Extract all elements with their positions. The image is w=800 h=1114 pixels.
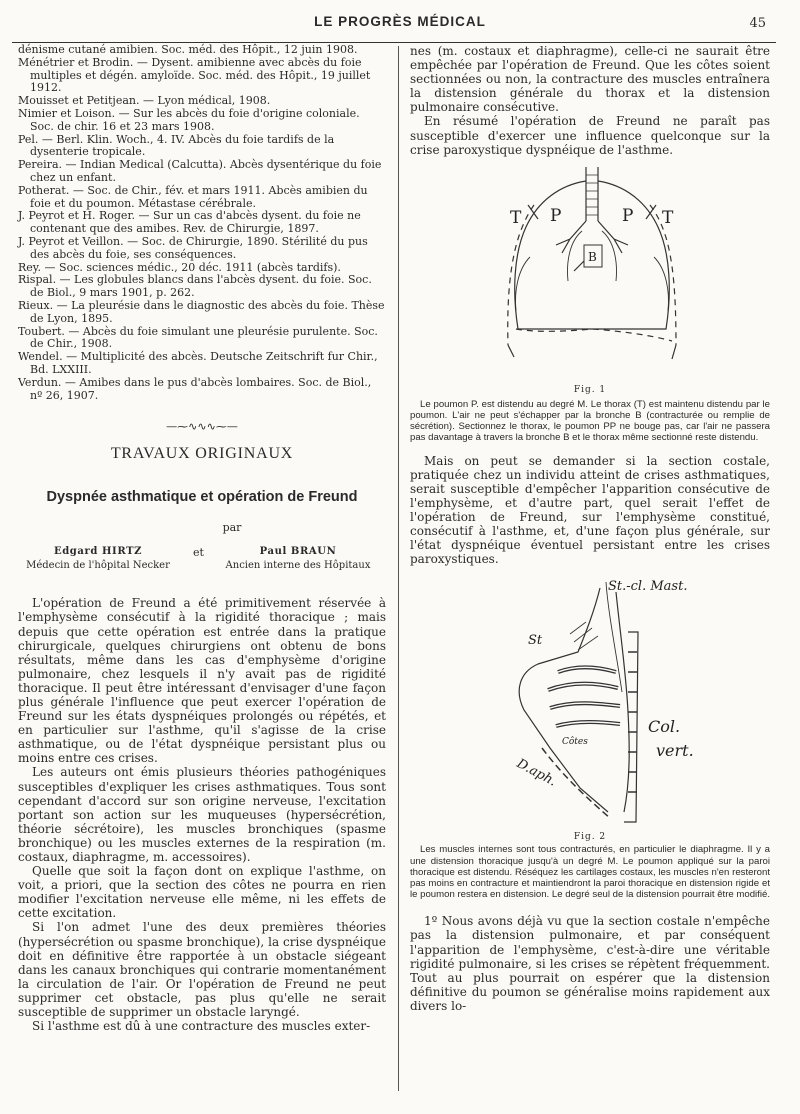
author-name: Paul BRAUN xyxy=(259,546,337,558)
fig2-label-vert: vert. xyxy=(656,741,694,761)
figure-1-label: Fig. 1 xyxy=(573,384,607,395)
fig1-label-T-left: T xyxy=(510,207,522,228)
section-title: TRAVAUX ORIGINAUX xyxy=(110,445,294,463)
body-paragraph: Les auteurs ont émis plusieurs théories pathogéniques susceptibles d'expliquer les crises asthmatiques. Tous sont cependant d'accord sur son origine nerveuse, l'excitation portant son action sur les muqueuses (hypersécrétion, théorie sécrétoire), les muscles bronchiques (spasme bronchique) ou les muscles externes de la respiration (m. costaux, diaphragme, m. accessoires). xyxy=(18,765,386,864)
reference-item: Nimier et Loison. — Sur les abcès du foie d'origine coloniale. Soc. de chir. 16 et 23 mars 1908. xyxy=(18,106,360,133)
reference-item: dénisme cutané amibien. Soc. méd. des Hôpit., 12 juin 1908. xyxy=(18,43,358,56)
reference-item: Mouisset et Petitjean. — Lyon médical, 1908. xyxy=(18,94,271,108)
reference-item: Pereira. — Indian Medical (Calcutta). Abcès dysentérique du foie chez un enfant. xyxy=(18,158,382,184)
left-column xyxy=(18,44,386,1033)
fig1-label-T-right: T xyxy=(662,207,674,228)
author-block xyxy=(18,546,386,574)
figure-1 xyxy=(410,161,770,399)
reference-item: Rispal. — Les globules blancs dans l'abcès dysent. du foie. Soc. de Biol., 9 mars 1901, p. 262. xyxy=(18,273,372,300)
body-paragraph: Si l'on admet l'une des deux premières théories (hypersécrétion ou spasme bronchique), la crise dyspnéique doit en définitive être rapportée à un obstacle siégeant dans les canaux bronchiques qui contrarie momentanément la circulation de l'air. Or l'opération de Freund ne peut supprimer cet obstacle, pas plus qu'elle ne serait susceptible de supprimer un obstacle laryngé. xyxy=(18,920,386,1020)
author-conjunction: et xyxy=(193,546,204,560)
fig2-label-st: St xyxy=(528,633,543,649)
fig1-label-B: B xyxy=(588,249,597,264)
thorax-lungs-diagram xyxy=(410,161,770,399)
fig2-label-st-cl-mast: St.-cl. Mast. xyxy=(608,579,688,595)
fig2-label-col: Col. xyxy=(648,717,681,737)
author-role: Médecin de l'hôpital Necker xyxy=(26,560,170,572)
body-paragraph: 1º Nous avons déjà vu que la section costale n'empêche pas la distension pulmonaire, et par conséquent l'apparition de l'emphysème, c'est-à-dire une véritable rigidité pulmonaire, si les crises se répètent fréquemment. Tout au plus pourrait on espérer que la distension définitive du poumon se généralise moins rapidement aux divers lo- xyxy=(410,914,770,1013)
body-paragraph: nes (m. costaux et diaphragme), celle-ci ne saurait être empêchée par l'opération de Freund. Que les côtes soient sectionnées ou non, la contracture des muscles entraînera la distension générale du thorax et la distension pulmonaire consécutive. xyxy=(410,44,770,115)
reference-item: Wendel. — Multiplicité des abcès. Deutsche Zeitschrift fur Chir., Bd. LXXIII. xyxy=(18,350,378,376)
reference-item: Ménétrier et Brodin. — Dysent. amibienne avec abcès du foie multiples et dégén. amyloïde. Soc. méd. des Hôpit., 19 juillet 1912. xyxy=(18,55,371,95)
author-1 xyxy=(18,546,178,571)
figure-2 xyxy=(410,572,770,844)
reference-item: Potherat. — Soc. de Chir., fév. et mars 1911. Abcès amibien du foie et du poumon. Métastase cérébrale. xyxy=(18,183,368,210)
fig1-label-P-left: P xyxy=(550,205,562,226)
column-divider xyxy=(398,46,399,1091)
page-number: 45 xyxy=(749,16,766,31)
right-column xyxy=(410,44,770,1013)
author-role: Ancien interne des Hôpitaux xyxy=(225,560,371,572)
reference-item: Rieux. — La pleurésie dans le diagnostic des abcès du foie. Thèse de Lyon, 1895. xyxy=(18,298,385,325)
fig2-label-diaph: D.aph. xyxy=(514,756,559,790)
page-header xyxy=(0,8,800,36)
body-paragraph: Mais on peut se demander si la section costale, pratiquée chez un individu atteint de crises asthmatiques, serait susceptible d'empêcher l'apparition consécutive de l'emphysème, et d'autre part, quel serait l'effet de l'opération de Freund, sur l'emphysème constitué, consécutif à l'asthme, et, d'une façon plus générale, sur l'état dyspnéique éventuel persistant entre les crises paroxystiques. xyxy=(410,453,770,567)
reference-item: Rey. — Soc. sciences médic., 20 déc. 1911 (abcès tardifs). xyxy=(18,260,341,274)
figure-1-caption: Le poumon P. est distendu au degré M. Le thorax (T) est maintenu distendu par le poumon. L'air ne peut s'échapper par la bronche B (contracturée ou remplie de sécrétion). Sectionnez le thorax, le poumon PP ne bouge pas, car l'air ne passera pas davantage à travers la bronche B et le thorax même sectionné reste distendu. xyxy=(410,398,770,444)
body-paragraph: En résumé l'opération de Freund ne paraît pas susceptible d'exercer une influence quelconque sur la crise paroxystique dyspnéique de l'asthme. xyxy=(410,114,770,157)
fig2-label-cotes: Côtes xyxy=(562,737,588,748)
author-2 xyxy=(218,546,378,571)
fig1-label-P-right: P xyxy=(622,205,634,226)
reference-item: J. Peyrot et Veillon. — Soc. de Chirurgie, 1890. Stérilité du pus des abcès du foie, ses conséquences. xyxy=(18,234,368,261)
by-line: par xyxy=(222,521,242,535)
reference-item: Toubert. — Abcès du foie simulant une pleurésie purulente. Soc. de Chir., 1908. xyxy=(18,324,378,351)
reference-item: Pel. — Berl. Klin. Woch., 4. IV. Abcès du foie tardifs de la dysenterie tropicale. xyxy=(18,132,335,159)
body-paragraph: L'opération de Freund a été primitivement réservée à l'emphysème consécutif à la rigidité thoracique ; mais depuis que cette opération est entrée dans la pratique chirurgicale, quelques chirurgiens ont obtenu de bons résultats, même dans les cas d'emphysème d'origine pulmonaire, chez lesquels il n'y avait pas de rigidité thoracique. Il peut être intéressant d'envisager d'une façon plus générale l'influence que peut exercer l'opération de Freund sur les états dyspnéiques prolongés ou répétés, et en particulier sur l'asthme, qu'il s'agisse de la crise asthmatique, ou de l'état dyspnéique persistant plus ou moins entre ces crises. xyxy=(18,596,386,766)
body-paragraph: Si l'asthme est dû à une contracture des muscles exter- xyxy=(32,1019,371,1034)
article-title: Dyspnée asthmatique et opération de Freund xyxy=(46,489,358,506)
ornament-divider: —⁓∿∿∿⁓— xyxy=(166,420,238,434)
chest-wall-diagram xyxy=(410,572,770,844)
reference-list xyxy=(18,44,386,402)
journal-title: LE PROGRÈS MÉDICAL xyxy=(314,14,486,29)
reference-item: J. Peyrot et H. Roger. — Sur un cas d'abcès dysent. du foie ne contenant que des amibes. Rev. de Chirurgie, 1897. xyxy=(18,209,361,236)
body-paragraph: Quelle que soit la façon dont on explique l'asthme, on voit, a priori, que la section des côtes ne pourra en rien modifier l'excitation nerveuse elle même, ni les effets de cette excitation. xyxy=(18,864,386,921)
figure-2-label: Fig. 2 xyxy=(573,832,607,843)
figure-2-caption: Les muscles internes sont tous contracturés, en particulier le diaphragme. Il y a une distension thoracique jusqu'à un degré M. Le poumon appliqué sur la paroi thoracique est distendu. Réséquez les cartilages costaux, les muscles n'en resteront pas moins en contracture et maintiendront la paroi thoracique en distension rigide et le poumon restera en distension. Le degré seul de la distension pourrait être modifié. xyxy=(410,844,770,901)
author-name: Edgard HIRTZ xyxy=(53,546,143,558)
reference-item: Verdun. — Amibes dans le pus d'abcès lombaires. Soc. de Biol., nº 26, 1907. xyxy=(18,375,372,402)
